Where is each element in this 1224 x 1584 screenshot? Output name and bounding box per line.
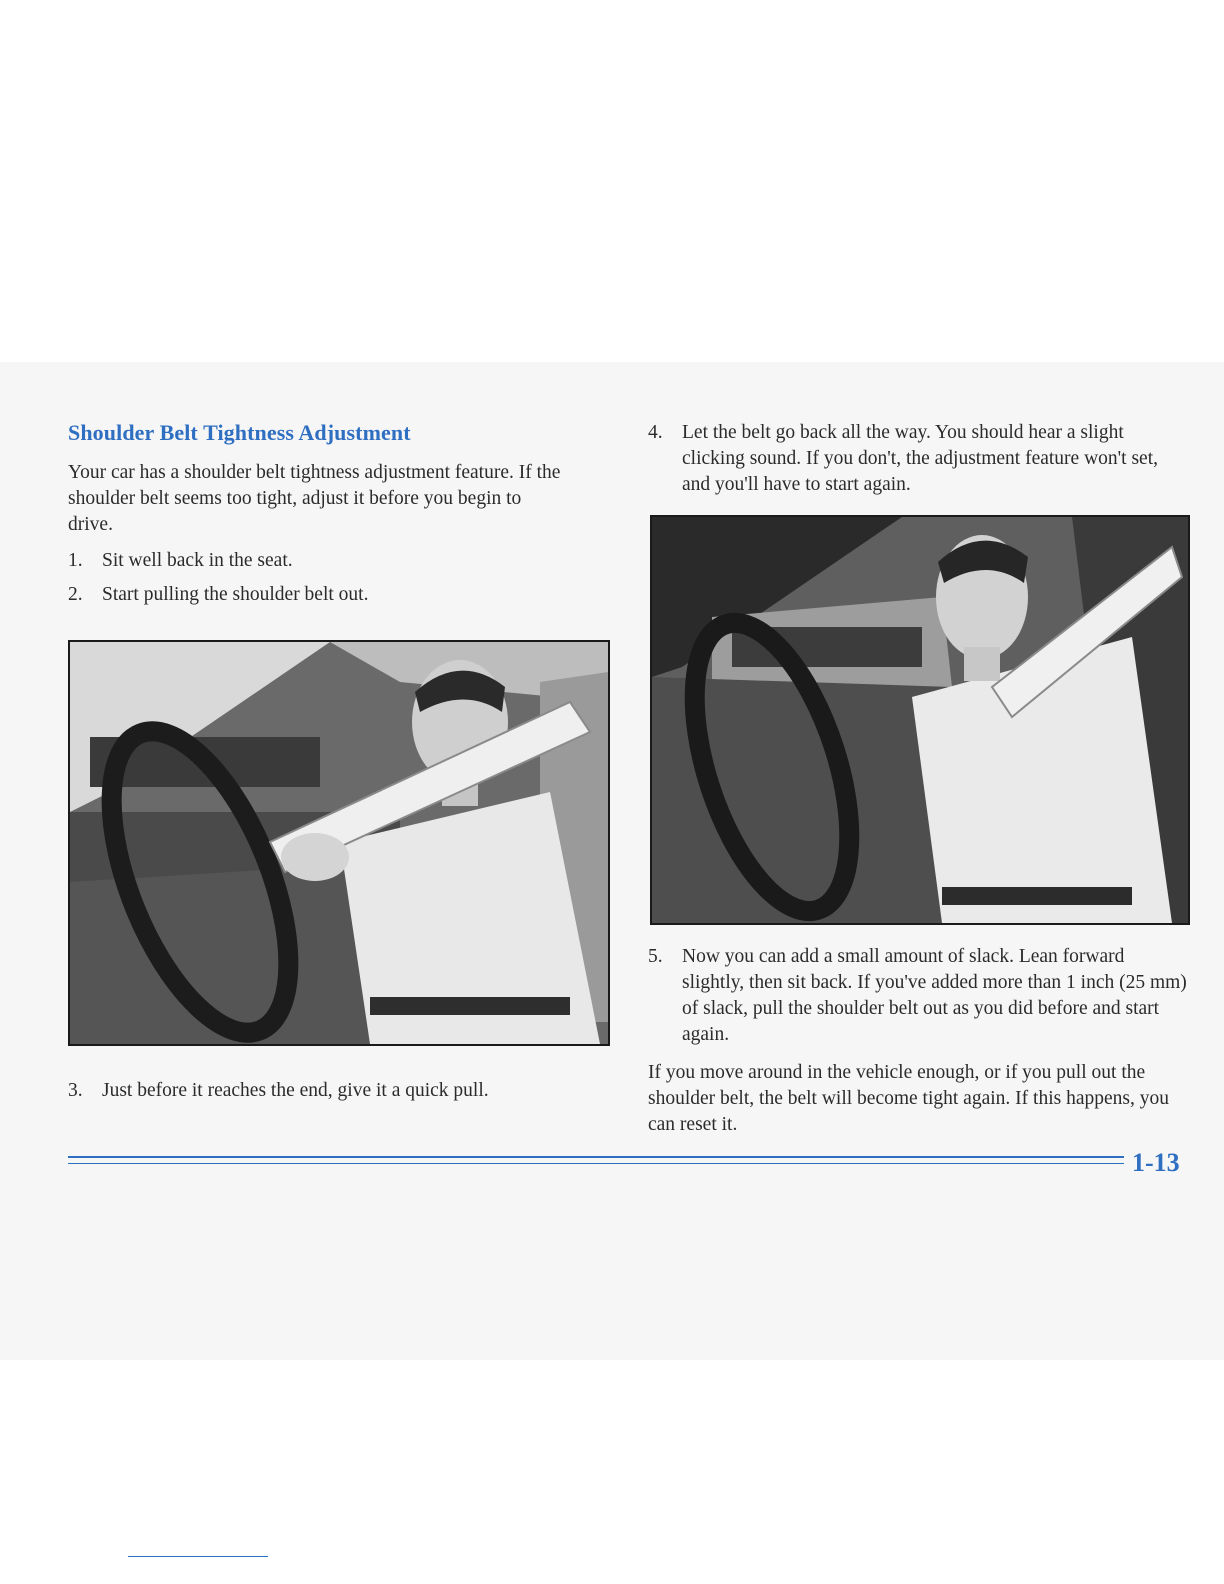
step-text: Sit well back in the seat.: [102, 550, 293, 571]
step-number: 4.: [648, 422, 663, 443]
step-text: Start pulling the shoulder belt out.: [102, 584, 369, 605]
step-1: [68, 548, 568, 574]
step-number: 2.: [68, 584, 83, 605]
section-heading: Shoulder Belt Tightness Adjustment: [68, 420, 411, 445]
driver-seated-belt-illustration: [652, 517, 1188, 923]
footer-rule-thin: [68, 1163, 1124, 1164]
step-3: [68, 1078, 588, 1104]
closing-paragraph: If you move around in the vehicle enough, or if you pull out the shoulder belt, the belt will become tight again. If this happens, you can reset it.: [648, 1062, 1169, 1135]
step-4: [648, 420, 1188, 498]
illustration-pulling-belt: [68, 640, 610, 1046]
step-text: Just before it reaches the end, give it a quick pull.: [102, 1080, 489, 1101]
step-text: Let the belt go back all the way. You should hear a slight clicking sound. If you don't, the adjustment feature won't set, and you'll have to start again.: [682, 422, 1159, 495]
step-number: 5.: [648, 946, 663, 967]
step-2: [68, 582, 568, 608]
illustration-belt-retracting: [650, 515, 1190, 925]
intro-paragraph: Your car has a shoulder belt tightness adjustment feature. If the shoulder belt seems too tight, adjust it before you begin to drive.: [68, 462, 561, 535]
driver-pulling-belt-illustration: [70, 642, 608, 1044]
step-text: Now you can add a small amount of slack. Lean forward slightly, then sit back. If you've added more than 1 inch (25 mm) of slack, pull the shoulder belt out as you did before and start again.: [682, 946, 1187, 1045]
footer-rule: [68, 1156, 1124, 1158]
step-number: 3.: [68, 1080, 83, 1101]
step-number: 1.: [68, 550, 83, 571]
right-column: [648, 420, 1188, 506]
left-column: [68, 420, 568, 616]
bottom-rule: [128, 1556, 268, 1557]
page-number: 1-13: [1132, 1148, 1180, 1177]
step-5: [648, 944, 1188, 1048]
